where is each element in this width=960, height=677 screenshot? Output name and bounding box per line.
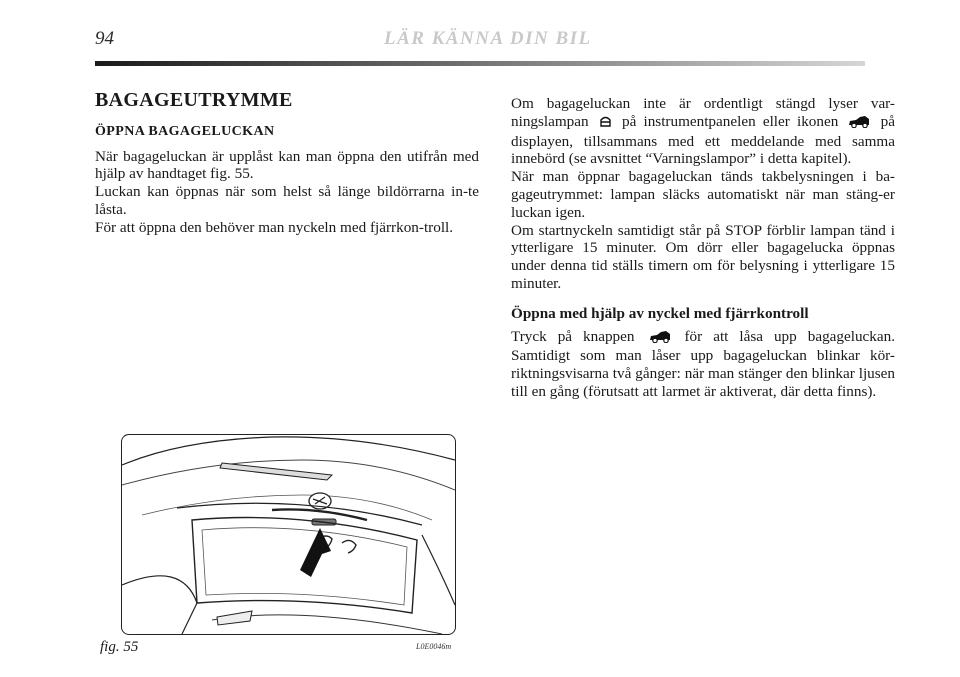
timer-paragraph: Om startnyckeln samtidigt står på STOP förblir lampan tänd i ytterligare 15 minuter. Om dörr eller bagagelucka öppnas under denna tid ställs timern om för belysning i ytterligare 15 minuter.: [511, 221, 895, 292]
warning-paragraph: [511, 95, 895, 168]
figure-boot-handle: [121, 434, 456, 635]
header-rule: [95, 61, 865, 66]
boot-open-warning-icon: [599, 115, 612, 133]
page-number: 94: [95, 28, 114, 49]
paragraph-3: För att öppna den behöver man nyckeln med fjärrkon-troll.: [95, 218, 454, 236]
running-title: LÄR KÄNNA DIN BIL: [384, 28, 592, 49]
warning-text-3: på displayen, tillsammans med ett meddelande med samma innebörd (se avsnittet “Varningslampor” i detta kapitel).: [511, 112, 895, 168]
remote-text-2: för att låsa upp bagageluckan. Samtidigt som man låser upp bagageluckan blinkar kör-riktningsvisarna två gånger: när man stänger den blinkar ljusen till en gång (förutsatt att larmet är aktiverat, där detta finns).: [511, 327, 896, 400]
paragraph-1: När bagageluckan är upplåst kan man öppna den utifrån med hjälp av handtaget fig. 55.: [95, 147, 479, 183]
figure-code: L0E0046m: [416, 642, 452, 651]
left-column: [95, 89, 479, 237]
remote-text-1: Tryck på knappen: [511, 327, 635, 345]
paragraph-2: Luckan kan öppnas när som helst så länge bildörrarna in-te låsta.: [95, 183, 479, 218]
car-boot-open-icon: [649, 330, 671, 348]
light-paragraph: När man öppnar bagageluckan tänds takbelysningen i ba-gageutrymmet: lampan släcks automatiskt när man stäng-er luckan igen.: [511, 168, 895, 221]
remote-paragraph: [511, 328, 895, 401]
section-title: BAGAGEUTRYMME: [95, 89, 293, 111]
figure-caption: fig. 55: [100, 639, 139, 655]
car-boot-open-icon: [848, 115, 870, 133]
remote-subsection-title: Öppna med hjälp av nyckel med fjärrkontroll: [511, 304, 809, 322]
warning-text-1: Om bagageluckan inte är ordentligt stängd lyser var-ningslampan: [511, 95, 895, 130]
subsection-title: ÖPPNA BAGAGELUCKAN: [95, 123, 275, 139]
warning-text-2: på instrumentpanelen eller ikonen: [621, 112, 839, 130]
right-column: [511, 95, 895, 401]
